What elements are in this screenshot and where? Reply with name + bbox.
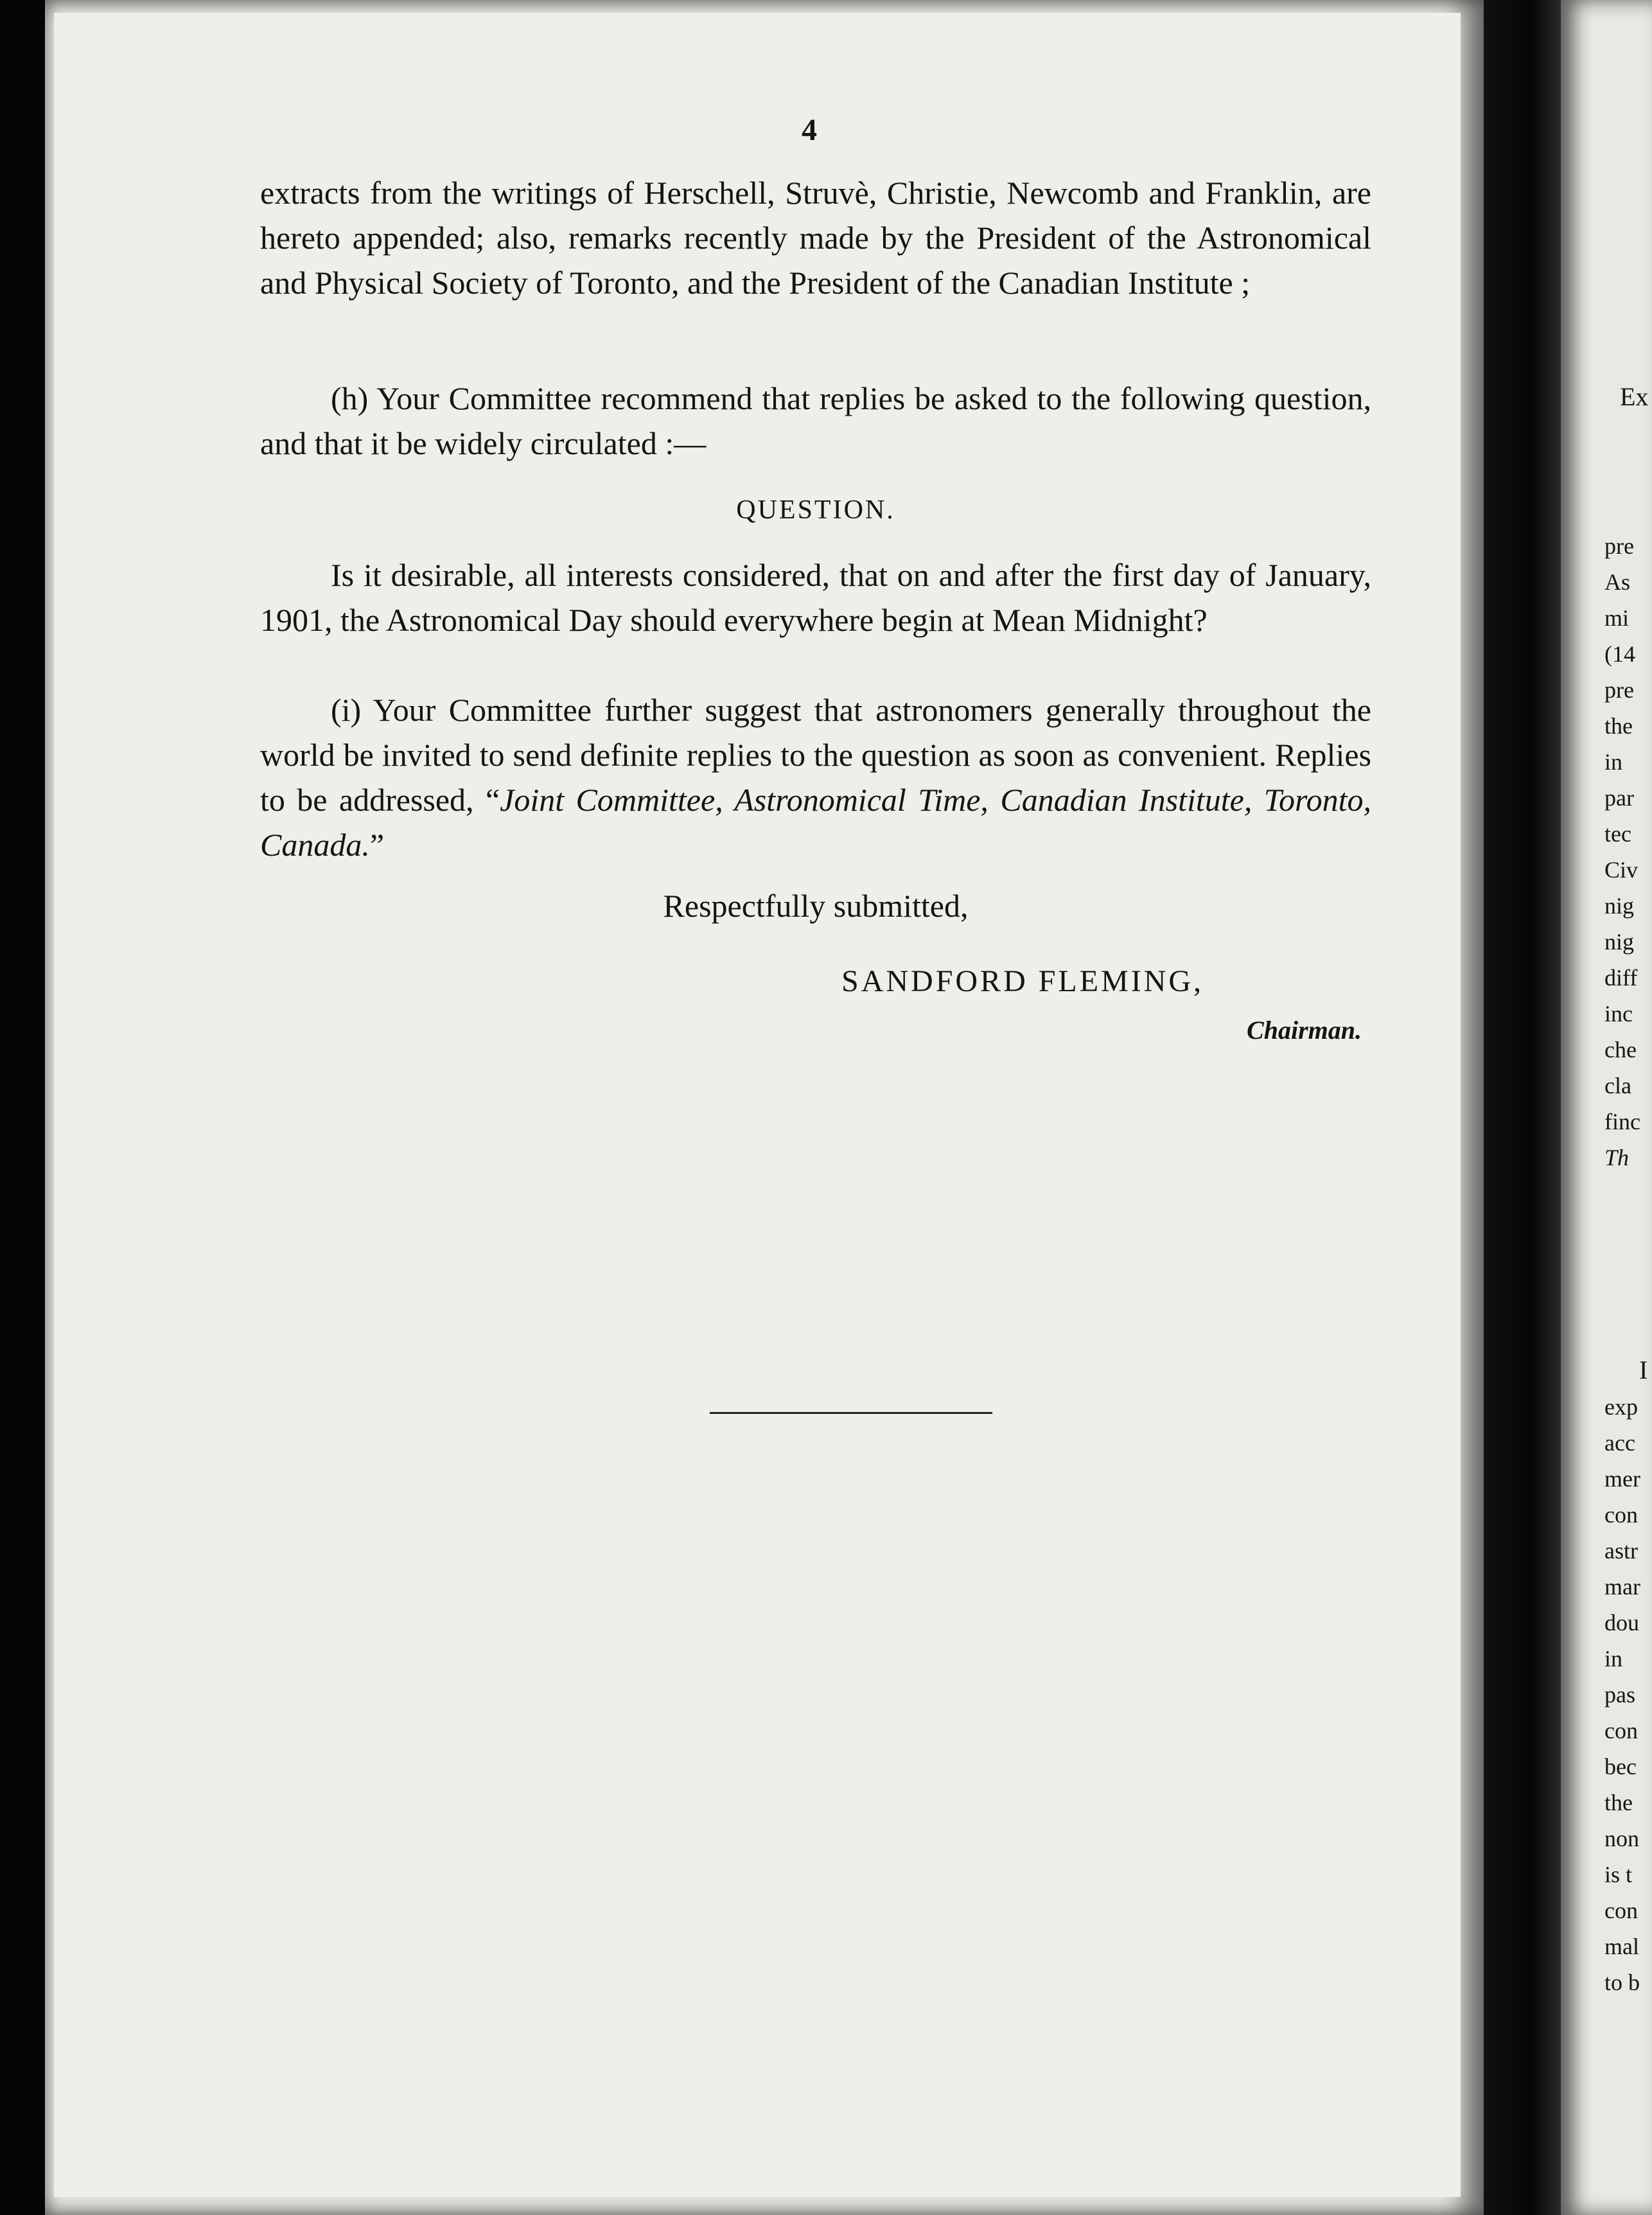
question-heading: QUESTION. <box>736 495 895 525</box>
right-page-line: tec <box>1604 821 1631 847</box>
right-page-line: in <box>1604 1646 1623 1672</box>
right-page-line: bec <box>1604 1754 1637 1779</box>
right-page-line: Th <box>1604 1145 1630 1170</box>
right-page-heading: Ex <box>1620 382 1649 411</box>
signer-title: Chairman. <box>1247 1016 1362 1045</box>
right-page-line: I <box>1639 1355 1648 1384</box>
right-page-line: con <box>1604 1898 1638 1923</box>
right-page-line: astr <box>1604 1538 1638 1564</box>
right-page-line: diff <box>1604 965 1638 991</box>
right-page-line: the <box>1604 1790 1633 1815</box>
book-gutter <box>1484 0 1561 2215</box>
right-page-line: inc <box>1604 1001 1633 1027</box>
left-page <box>45 0 1484 2215</box>
left-page-paper <box>54 13 1461 2197</box>
paragraph-question: Is it desirable, all interests considered, that on and after the first day of January, 1901, the Astronomical Day should everywhere begin at Mean Midnight? <box>260 557 1371 638</box>
right-page-line: (14 <box>1604 641 1635 667</box>
signoff: Respectfully submitted, <box>663 888 969 924</box>
right-page-line: in <box>1604 749 1623 775</box>
paragraph-i-close-quote: ” <box>369 827 385 863</box>
right-page-line: the <box>1604 713 1633 739</box>
right-page-line: mar <box>1604 1574 1640 1600</box>
right-page-line: pas <box>1604 1682 1635 1708</box>
right-page-line: cla <box>1604 1073 1631 1099</box>
right-page-line: mer <box>1604 1466 1640 1492</box>
right-page-line: dou <box>1604 1610 1639 1636</box>
right-page-line: mi <box>1604 605 1630 631</box>
signer-name: SANDFORD FLEMING, <box>841 964 1204 998</box>
right-page-line: pre <box>1604 533 1634 559</box>
right-page-line: finc <box>1604 1109 1640 1134</box>
right-page-line: to b <box>1604 1970 1640 1995</box>
right-page-line: con <box>1604 1718 1638 1743</box>
right-page-line: is t <box>1604 1862 1633 1887</box>
paragraph-h: (h) Your Committee recommend that replies be asked to the following question, and that it be widely circulated :— <box>260 380 1371 461</box>
right-page-line: non <box>1604 1826 1639 1851</box>
right-page-line: mal <box>1604 1934 1639 1959</box>
right-page-line: nig <box>1604 893 1635 919</box>
right-page-line: con <box>1604 1502 1638 1528</box>
right-page-line: acc <box>1604 1430 1635 1456</box>
right-page-line: As <box>1604 569 1631 595</box>
page-number: 4 <box>802 113 817 147</box>
paragraph-i <box>260 687 1371 867</box>
paragraph-i-address: Joint Committee, Astronomical Time, Canadian Institute, Toronto, Canada. <box>260 782 1371 863</box>
right-page-line: par <box>1604 785 1634 811</box>
paragraph-extracts: extracts from the writings of Herschell, Struvè, Christie, Newcomb and Franklin, are hereto appended; also, remarks recently made by the President of the Astronomical and Physical Society of Toronto, and the President of the Canadian Institute ; <box>260 175 1371 301</box>
section-divider-rule <box>710 1412 992 1414</box>
right-page-line: nig <box>1604 929 1635 955</box>
right-page-line: che <box>1604 1037 1637 1063</box>
right-page-line: pre <box>1604 677 1634 703</box>
right-page-line: exp <box>1604 1394 1638 1420</box>
right-page-line: Civ <box>1604 857 1639 883</box>
paragraph-i-text: (i) Your Committee further suggest that astronomers generally throughout the world be invited to send definite replies to the question as soon as convenient. Replies to be addressed, “ <box>260 692 1371 818</box>
